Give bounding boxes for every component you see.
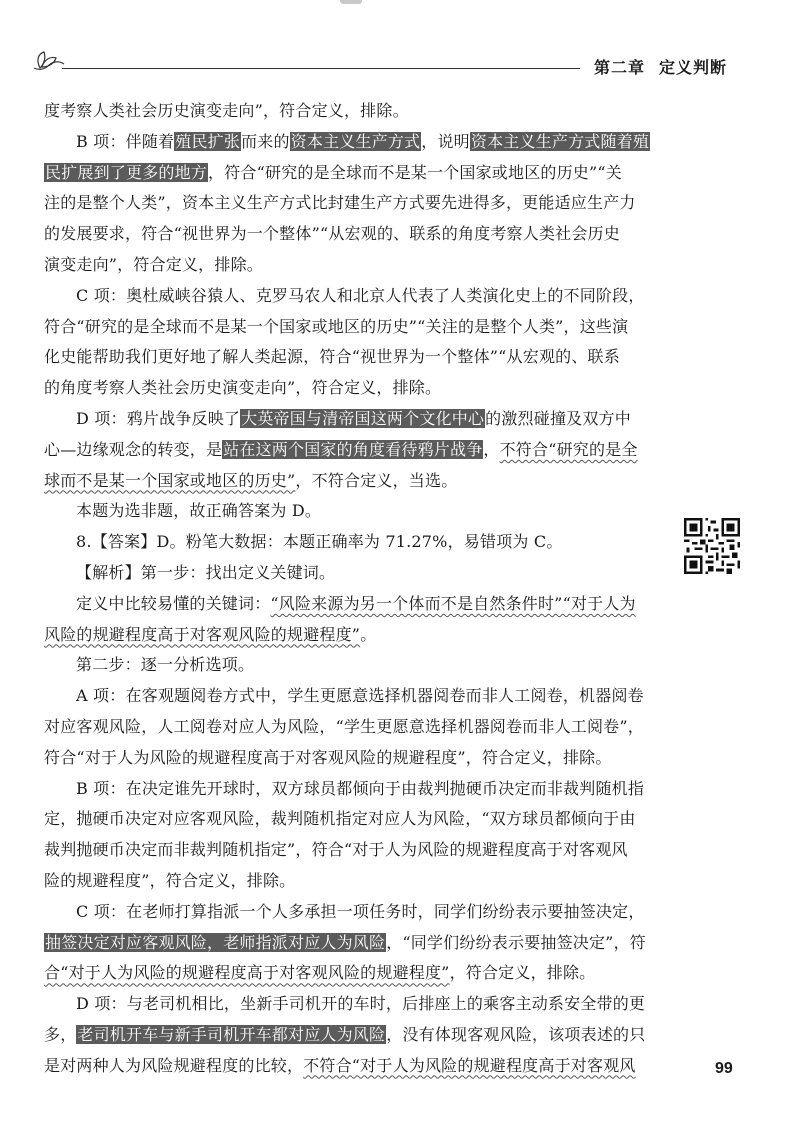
wavy-underline: 合“对于人为风险的规避程度高于对客观风险的规避程度”	[44, 963, 450, 983]
text-line: A 项：在客观题阅卷方式中，学生更愿意选择机器阅卷而非人工阅卷，机器阅卷	[76, 686, 644, 706]
text-line: 的发展要求，符合“视世界为一个整体”“从宏观的、联系的角度考察人类社会历史	[44, 224, 620, 244]
text-line: 心—边缘观念的转变，是站在这两个国家的角度看待鸦片战争，不符合“研究的是全	[44, 439, 638, 459]
text-line: 的角度考察人类社会历史演变走向”，符合定义，排除。	[44, 378, 442, 398]
highlight: 资本主义生产方式随着殖	[470, 131, 650, 151]
highlight: 殖民扩张	[175, 131, 241, 151]
text-line: 符合“研究的是全球而不是某一个国家或地区的历史”“关注的是整个人类”，这些演	[44, 316, 629, 336]
text-line: C 项：在老师打算指派一个人多承担一项任务时，同学们纷纷表示要抽签决定，	[76, 901, 645, 921]
text-line: B 项：伴随着殖民扩张而来的资本主义生产方式，说明资本主义生产方式随着殖	[76, 131, 650, 151]
text-line: 定义中比较易懂的关键词：“风险来源为另一个体而不是自然条件时”“对于人为	[76, 593, 636, 613]
wavy-underline: 不符合“对于人为风险的规避程度高于对客观风	[303, 1055, 636, 1075]
text-line: 定，抛硬币决定对应客观风险，裁判随机指定对应人为风险，“双方球员都倾向于由	[44, 809, 636, 829]
body-text	[44, 96, 662, 1082]
text-line: 化史能帮助我们更好地了解人类起源，符合“视世界为一个整体”“从宏观的、联系	[44, 347, 620, 367]
chapter-title	[594, 55, 727, 78]
header-rule	[62, 68, 580, 69]
text-line: 【解析】第一步：找出定义关键词。	[76, 562, 336, 582]
highlight: 抽签决定对应客观风险，老师指派对应人为风险	[45, 932, 386, 952]
wavy-underline: 风险的规避程度高于对客观风险的规避程度”	[44, 624, 361, 644]
highlight: 老司机开车与新手司机开车都对应人为风险	[77, 1024, 386, 1044]
wavy-underline: “风险来源为另一个体而不是自然条件时”“对于人为	[270, 593, 636, 613]
text-line: 第二步：逐一分析选项。	[76, 655, 255, 675]
page-header	[0, 46, 800, 82]
text-line: D 项：鸦片战争反映了大英帝国与清帝国这两个文化中心的激烈碰撞及双方中	[76, 408, 631, 428]
text-line: 演变走向”，符合定义，排除。	[44, 254, 263, 274]
text-line: C 项：奥杜威峡谷猿人、克罗马农人和北京人代表了人类演化史上的不同阶段，	[76, 285, 645, 305]
page-number: 99	[715, 1060, 733, 1077]
text-line: 险的规避程度”，符合定义，排除。	[44, 870, 296, 890]
text-line: 是对两种人为风险规避程度的比较，不符合“对于人为风险的规避程度高于对客观风	[44, 1055, 636, 1075]
section-title: 定义判断	[659, 58, 728, 77]
highlight: 资本主义生产方式	[290, 131, 421, 151]
text-line: B 项：在决定谁先开球时，双方球员都倾向于由裁判抛硬币决定而非裁判随机指	[76, 778, 645, 798]
text-line: 裁判抛硬币决定而非裁判随机指定”，符合“对于人为风险的规避程度高于对客观风	[44, 840, 628, 860]
text-line: 对应客观风险，人工阅卷对应人为风险，“学生更愿意选择机器阅卷而非人工阅卷”，	[44, 716, 644, 736]
text-line: 民扩展到了更多的地方，符合“研究的是全球而不是某一个国家或地区的历史”“关	[45, 162, 622, 182]
text-line: 多，老司机开车与新手司机开车都对应人为风险，没有体现客观风险，该项表述的只	[44, 1024, 646, 1044]
highlight: 民扩展到了更多的地方	[45, 162, 208, 182]
text-line: D 项：与老司机相比，坐新手司机开的车时，后排座上的乘客主动系安全带的更	[76, 994, 646, 1014]
text-line: 风险的规避程度高于对客观风险的规避程度”。	[44, 624, 377, 644]
qr-code-icon[interactable]	[684, 518, 740, 574]
wavy-underline: 不符合“研究的是全	[499, 439, 638, 459]
chapter-number: 第二章	[594, 58, 646, 77]
top-tab-marker	[340, 0, 362, 4]
text-line: 抽签决定对应客观风险，老师指派对应人为风险，“同学们纷纷表示要抽签决定”，符	[45, 932, 646, 952]
highlight: 站在这两个国家的角度看待鸦片战争	[223, 439, 483, 459]
text-line: 符合“对于人为风险的规避程度高于对客观风险的规避程度”，符合定义，排除。	[44, 747, 612, 767]
text-line: 合“对于人为风险的规避程度高于对客观风险的规避程度”，符合定义，排除。	[44, 963, 596, 983]
text-line: 8.【答案】D。粉笔大数据：本题正确率为 71.27%，易错项为 C。	[76, 532, 563, 552]
text-line: 球而不是某一个国家或地区的历史”，不符合定义，当选。	[44, 470, 458, 490]
text-line: 注的是整个人类”，资本主义生产方式比封建生产方式要先进得多，更能适应生产力	[44, 193, 636, 213]
leaf-sprout-icon	[30, 50, 66, 76]
text-line: 度考察人类社会历史演变走向”，符合定义，排除。	[44, 101, 409, 120]
wavy-underline: 球而不是某一个国家或地区的历史”	[44, 470, 296, 490]
text-line: 本题为选非题，故正确答案为 D。	[76, 501, 322, 521]
highlight: 大英帝国与清帝国这两个文化中心	[241, 408, 485, 428]
